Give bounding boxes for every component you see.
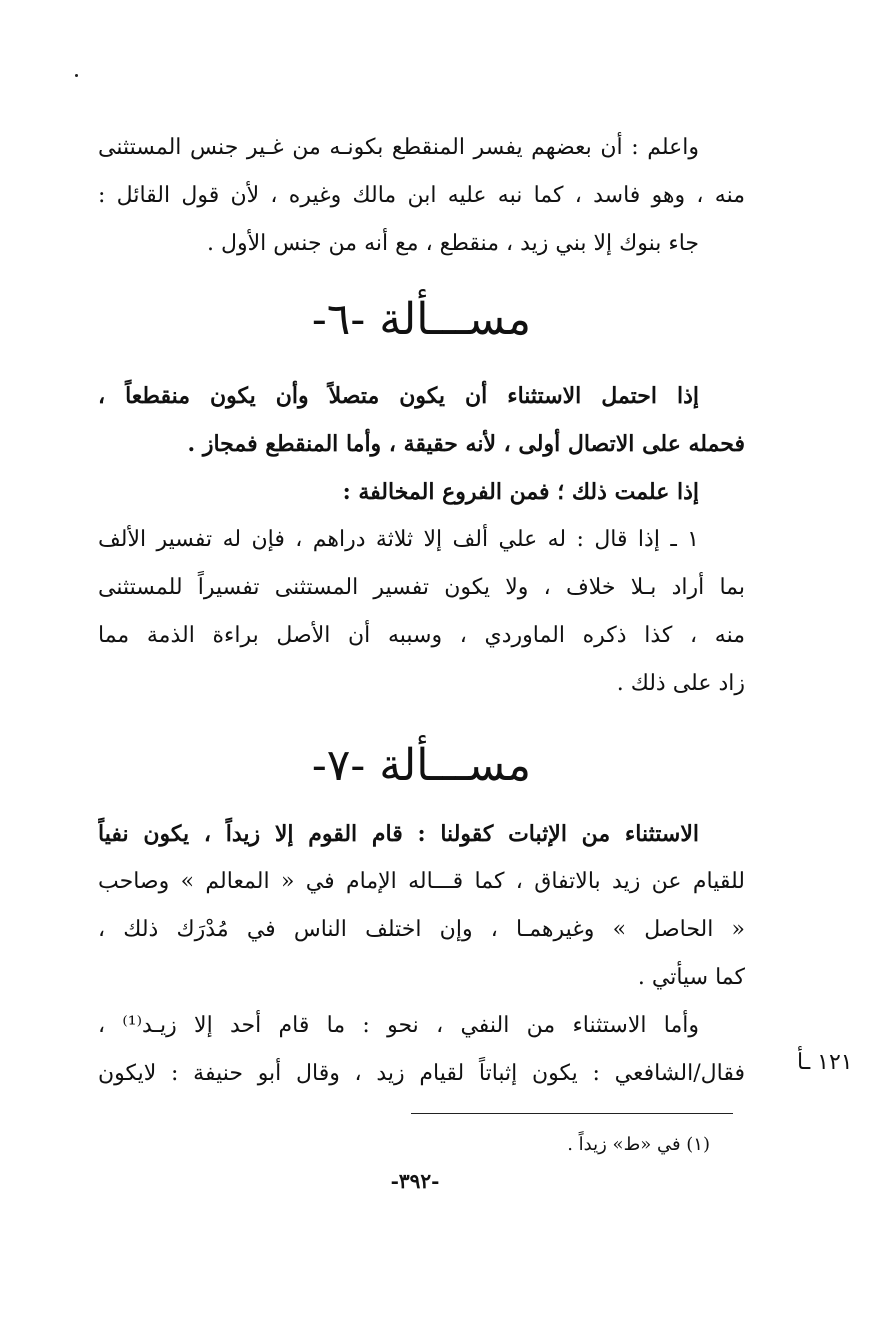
page-number: -٣٩٢- [390, 1169, 440, 1193]
text-line: إذا احتمل الاستثناء أن يكون متصلاً وأن يكون منقطعاً ، [98, 383, 699, 409]
paragraph-intro [98, 124, 745, 268]
text-line: ١ ـ إذا قال : له علي ألف إلا ثلاثة دراهم ، فإن له تفسير الألف [98, 527, 699, 552]
section-heading-6: مســـألة -٦- [311, 294, 532, 345]
footnote: (١) في «ط» زيداً . [567, 1134, 710, 1155]
paragraph-issue-7 [98, 810, 745, 1098]
text-line: الاستثناء من الإثبات كقولنا : قام القوم إلا زيداً ، يكون نفياً [98, 821, 699, 847]
page-speck [75, 74, 78, 77]
paragraph-issue-6-branches [98, 516, 745, 708]
text-line: وأما الاستثناء من النفي ، نحو : ما قام أحد إلا زيـد⁽¹⁾ ، [98, 1013, 700, 1038]
text-line: بما أراد بـلا خلاف ، ولا يكون تفسير المستثنى تفسيراً للمستثنى [98, 575, 745, 600]
footnote-divider [411, 1113, 733, 1114]
paragraph-issue-6 [98, 372, 745, 516]
section-heading-7: مســـألة -٧- [311, 740, 532, 791]
text-line: واعلم : أن بعضهم يفسر المنقطع بكونـه من غـير جنس المستثنى [98, 135, 699, 160]
text-line: كما سيأتي . [637, 965, 745, 990]
text-line: للقيام عن زيد بالاتفاق ، كما قـــاله الإمام في « المعالم » وصاحب [98, 869, 745, 894]
text-line: زاد على ذلك . [616, 671, 745, 696]
margin-folio-reference: ١٢١ ـأ [797, 1050, 853, 1075]
text-line: إذا علمت ذلك ؛ فمن الفروع المخالفة : [342, 479, 699, 505]
text-line: منه ، وهو فاسد ، كما نبه عليه ابن مالك وغيره ، لأن قول القائل : [98, 183, 745, 208]
text-line: منه ، كذا ذكره الماوردي ، وسببه أن الأصل براءة الذمة مما [98, 623, 745, 648]
text-line: « الحاصل » وغيرهمـا ، وإن اختلف الناس في مُدْرَك ذلك ، [98, 917, 745, 942]
text-line: فقال/الشافعي : يكون إثباتاً لقيام زيد ، وقال أبو حنيفة : لايكون [98, 1061, 745, 1086]
text-line: جاء بنوك إلا بني زيد ، منقطع ، مع أنه من جنس الأول . [207, 231, 699, 256]
text-line: فحمله على الاتصال أولى ، لأنه حقيقة ، وأما المنقطع فمجاز . [187, 431, 745, 457]
